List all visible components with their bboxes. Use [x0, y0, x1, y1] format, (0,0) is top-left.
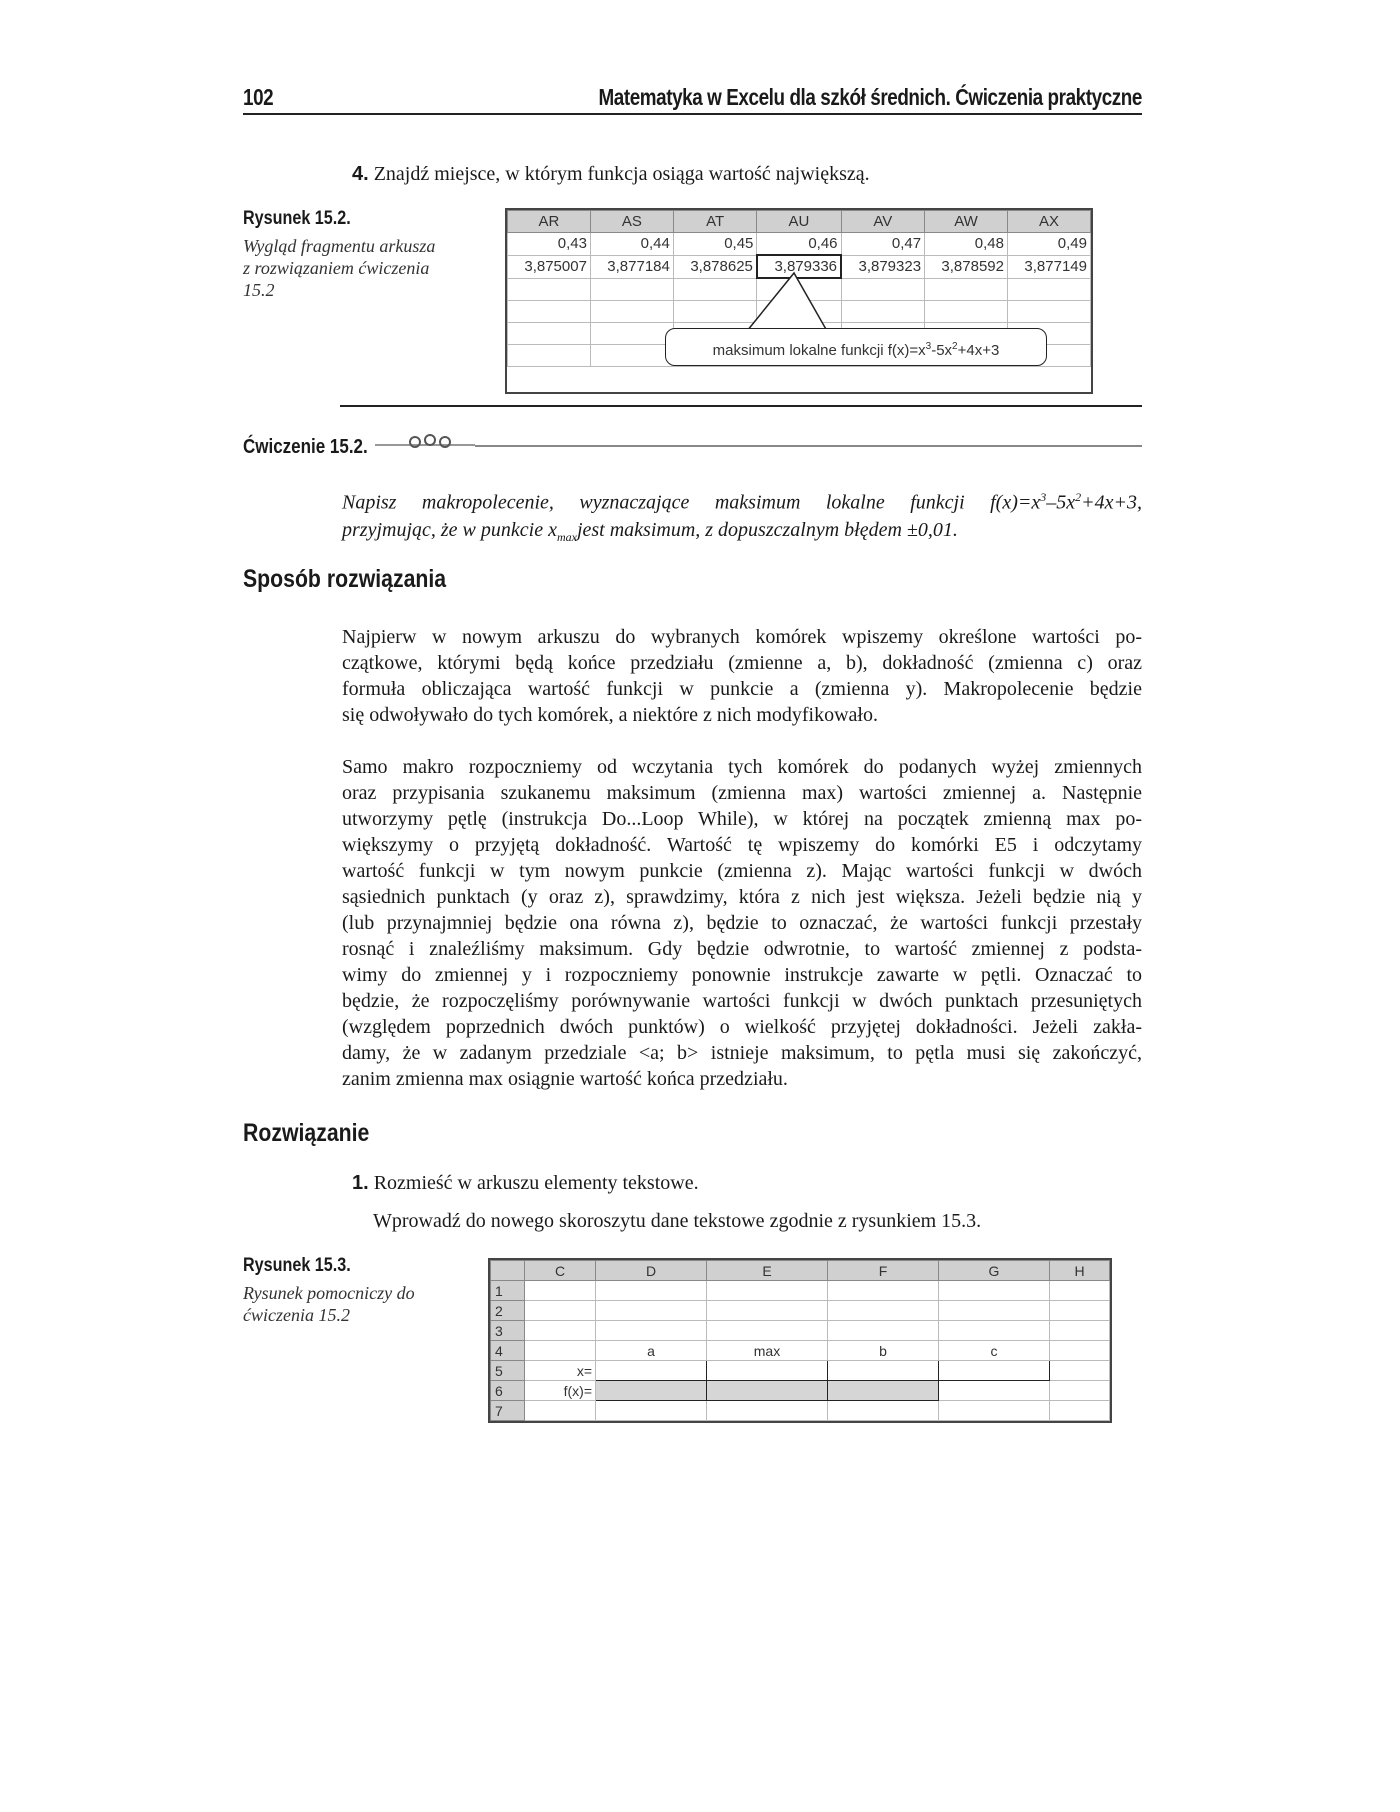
col-header: D	[596, 1261, 707, 1281]
cell-a-value	[596, 1361, 707, 1381]
row-header: 4	[491, 1341, 525, 1361]
step-1: 1. Rozmieść w arkuszu elementy tekstowe.	[352, 1172, 699, 1194]
cell-x: 0,48	[925, 233, 1008, 256]
col-header: G	[939, 1261, 1050, 1281]
figure-15-3-label: Rysunek 15.3.	[243, 1255, 351, 1276]
step-1-instruction: Wprowadź do nowego skoroszytu dane tekstowe zgodnie z rysunkiem 15.3.	[373, 1210, 982, 1232]
callout-maximum: maksimum lokalne funkcji $f(x)=x^3-5x^2+4x+3$	[665, 328, 1047, 366]
col-header: AX	[1008, 211, 1091, 233]
cell-y: 3,878625	[673, 255, 757, 278]
col-header: H	[1050, 1261, 1110, 1281]
row-header: 2	[491, 1301, 525, 1321]
col-header: AT	[673, 211, 757, 233]
cell-y: 3,875007	[508, 255, 591, 278]
cell-x: 0,43	[508, 233, 591, 256]
figure-15-3-caption: Rysunek pomocniczy do ćwiczenia 15.2	[243, 1283, 415, 1325]
col-header: E	[707, 1261, 828, 1281]
row-header: 7	[491, 1401, 525, 1421]
paragraph-2: Samo makro rozpoczniemy od wczytania tych komórek do podanych wyżej zmiennych oraz przypisania szukanemu maksimum (zmienna max) wartości zmiennej a. Następnie utworzymy pętlę (instrukcja Do...Loop While), w której na początek zmienną max po- większymy o przyjętą dokładność. Wartość tę wpiszemy do komórki E5 i odczytamy wartość funkcji w tym nowym punkcie (zmienna z). Mając wartości funkcji w dwóch sąsiednich punktach (y oraz z), sprawdzimy, która z nich jest większa. Jeżeli będzie nią y (lub przynajmniej będzie ona równa z), będzie to oznaczać, że wartości funkcji przestały rosnąć i znaleźliśmy maksimum. Gdy będzie odwrotnie, to wartość zmiennej z podsta- wimy do zmiennej y i rozpoczniemy ponownie instrukcje zawarte w pętli. Oznaczać to będzie, że rozpoczęliśmy porównywanie wartości funkcji w dwóch punktach przesuniętych (względem poprzednich dwóch punktów) o wielkość przyjętej dokładności. Jeżeli zakła- damy, że w zadanym przedziale <a; b> istnieje maksimum, to pętla musi się zakończyć, zanim zmienna max osiągnie wartość końca przedziału.	[342, 756, 1142, 1090]
exercise-task: Napisz makropolecenie, wyznaczające maksimum lokalne funkcji $f(x)=x^3-5x^2+4x+3$, przyjmując, że w punkcie $x_{max}jest$ maksimum, z dopuszczalnym błędem ±0,01.	[342, 490, 1142, 544]
col-header: F	[828, 1261, 939, 1281]
exercise-top-rule	[340, 405, 1142, 407]
book-title: Matematyka w Excelu dla szkół średnich. Ćwiczenia praktyczne	[598, 84, 1142, 110]
exercise-label: Ćwiczenie 15.2.	[243, 436, 368, 458]
cell-header-c: c	[939, 1341, 1050, 1361]
exercise-ornament-icon	[375, 430, 475, 454]
cell-y: 3,879323	[841, 255, 925, 278]
col-header: AU	[757, 211, 841, 233]
cell-fb-value	[828, 1381, 939, 1401]
row-header: 3	[491, 1321, 525, 1341]
figure-15-3-spreadsheet	[488, 1258, 1112, 1423]
cell-x: 0,44	[590, 233, 673, 256]
cell-y: 3,878592	[925, 255, 1008, 278]
cell-x: 0,45	[673, 233, 757, 256]
cell-header-a: a	[596, 1341, 707, 1361]
figure-15-2-caption: Wygląd fragmentu arkusza z rozwiązaniem ćwiczenia 15.2	[243, 236, 436, 300]
cell-b-value	[828, 1361, 939, 1381]
page-number: 102	[243, 84, 274, 110]
step-4: 4. Znajdź miejsce, w którym funkcja osiąga wartość największą.	[352, 163, 870, 185]
cell-x: 0,49	[1008, 233, 1091, 256]
cell-max-value	[707, 1361, 828, 1381]
cell-header-max: max	[707, 1341, 828, 1361]
cell-fmax-value	[707, 1381, 828, 1401]
cell-fa-value	[596, 1381, 707, 1401]
section-heading-rozwiazanie: Rozwiązanie	[243, 1119, 370, 1147]
paragraph-1: Najpierw w nowym arkuszu do wybranych komórek wpiszemy określone wartości po- czątkowe, którymi będą końce przedziału (zmienne a, b), dokładność (zmienna c) oraz formuła obliczająca wartość funkcji w punkcie a (zmienna y). Makropolecenie będzie się odwoływało do tych komórek, a niektóre z nich modyfikowało.	[342, 626, 1142, 726]
cell-y-max-selected: 3,879336	[757, 255, 841, 278]
row-header: 1	[491, 1281, 525, 1301]
col-header: AS	[590, 211, 673, 233]
exercise-line	[475, 445, 1142, 447]
cell-x: 0,46	[757, 233, 841, 256]
col-header: AW	[925, 211, 1008, 233]
cell-y: 3,877184	[590, 255, 673, 278]
col-header: C	[525, 1261, 596, 1281]
cell-label-fx: f(x)=	[525, 1381, 596, 1401]
section-heading-sposob: Sposób rozwiązania	[243, 565, 447, 593]
row-header: 5	[491, 1361, 525, 1381]
figure-15-2-label: Rysunek 15.2.	[243, 208, 351, 229]
cell-c-value	[939, 1361, 1050, 1381]
figure-15-2-spreadsheet	[505, 208, 1093, 394]
cell-y: 3,877149	[1008, 255, 1091, 278]
cell-header-b: b	[828, 1341, 939, 1361]
cell-x: 0,47	[841, 233, 925, 256]
row-header: 6	[491, 1381, 525, 1401]
col-header: AV	[841, 211, 925, 233]
header-rule	[243, 113, 1142, 115]
cell-label-x: x=	[525, 1361, 596, 1381]
col-header: AR	[508, 211, 591, 233]
